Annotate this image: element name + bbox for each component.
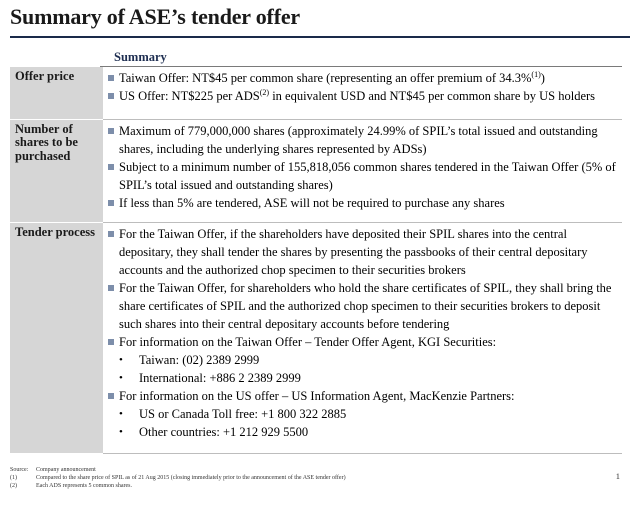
row-content-offer-price [103,67,622,119]
row-number-of-shares [10,119,622,222]
bullet-depositary-shareholders [107,225,622,279]
footnote-key: (1) [10,475,17,481]
summary-table [10,67,622,454]
taiwan-offer-text: Taiwan Offer: NT$45 per common share (representing an offer premium of 34.3% [119,71,532,85]
page-title: Summary of ASE’s tender offer [10,4,300,29]
footnote-text: Each ADS represents 5 common shares. [36,483,132,489]
other-countries-phone: Other countries: +1 212 929 5500 [139,424,309,439]
certificate-holders-text: For the Taiwan Offer, for shareholders who hold the share certificates of SPIL, they shall bring the share certificates of SPIL and the authorized chop specimen to their securities brokers to deposit such shares into their central depositary accounts before tendering [119,280,612,331]
bullet-square-icon [108,128,114,134]
footnote-text: Company announcement [36,467,96,473]
bullet-square-icon [108,75,114,81]
taiwan-info-text: For information on the Taiwan Offer – Tender Offer Agent, KGI Securities: [119,334,497,349]
sub-bullet-dot-icon: • [119,407,123,420]
row-content-number-of-shares [103,119,622,222]
footnote-key: (2) [10,483,17,489]
bullet-minimum-shares [107,158,622,194]
row-tender-process [10,222,622,453]
minimum-shares-text: Subject to a minimum number of 155,818,056 common shares tendered in the Taiwan Offer (5% of SPIL’s total issued and outstanding shares) [119,159,616,192]
sub-bullet-dot-icon: • [119,371,123,384]
us-info-text: For information on the US offer – US Information Agent, MacKenzie Partners: [119,388,515,403]
row-content-tender-process [103,222,622,453]
row-label-offer-price: Offer price [10,67,103,119]
bullet-us-info [107,387,622,405]
bullet-certificate-holders [107,279,622,333]
sub-bullet-dot-icon: • [119,353,123,366]
sub-bullet-us-toll-free [107,405,622,423]
row-offer-price [10,67,622,119]
footnote-text: Compared to the share price of SPIL as of 21 Aug 2015 (closing immediately prior to the announcement of the ASE tender offer) [36,475,346,481]
bullet-maximum-shares [107,122,622,158]
bullet-square-icon [108,164,114,170]
us-offer-rest: in equivalent USD and NT$45 per common share by US holders [269,89,596,103]
bullet-square-icon [108,285,114,291]
taiwan-phone: Taiwan: (02) 2389 2999 [139,352,260,367]
sub-bullet-dot-icon: • [119,425,123,438]
column-header: Summary [114,50,167,64]
taiwan-offer-close: ) [540,71,545,85]
sub-bullet-other-countries [107,423,622,441]
page-number: 1 [615,471,620,481]
less-than-5-text: If less than 5% are tendered, ASE will not be required to purchase any shares [119,195,505,210]
footnote-source [10,466,346,474]
bullet-square-icon [108,231,114,237]
bullet-less-than-5 [107,194,622,212]
footnote-key: Source: [10,467,29,473]
bullet-square-icon [108,393,114,399]
footnote-ref-1: (1) [531,69,541,79]
us-offer-text: US Offer: NT$225 per ADS [119,89,260,103]
maximum-shares-text: Maximum of 779,000,000 shares (approximately 24.99% of SPIL’s total issued and outstanding shares, including the underlying shares represented by ADSs) [119,123,598,156]
bullet-taiwan-info [107,333,622,351]
us-toll-free-phone: US or Canada Toll free: +1 800 322 2885 [139,406,347,421]
row-label-number-of-shares: Number of shares to be purchased [10,119,103,222]
bullet-square-icon [108,339,114,345]
depositary-shareholders-text: For the Taiwan Offer, if the shareholders have deposited their SPIL shares into the central depositary, they shall tender the shares by presenting the passbooks of their central depositary accounts and the authorized chop specimen to their securities brokers [119,226,588,277]
bullet-us-offer [107,87,622,105]
bullet-square-icon [108,200,114,206]
row-label-tender-process: Tender process [10,222,103,453]
footnotes [10,466,346,490]
title-rule [10,36,630,38]
sub-bullet-international-phone [107,369,622,387]
footnote-1 [10,474,346,482]
sub-bullet-taiwan-phone [107,351,622,369]
bullet-square-icon [108,93,114,99]
footnote-ref-2: (2) [259,87,270,97]
international-phone: International: +886 2 2389 2999 [139,370,301,385]
footnote-2 [10,482,346,490]
bullet-taiwan-offer [107,69,622,87]
